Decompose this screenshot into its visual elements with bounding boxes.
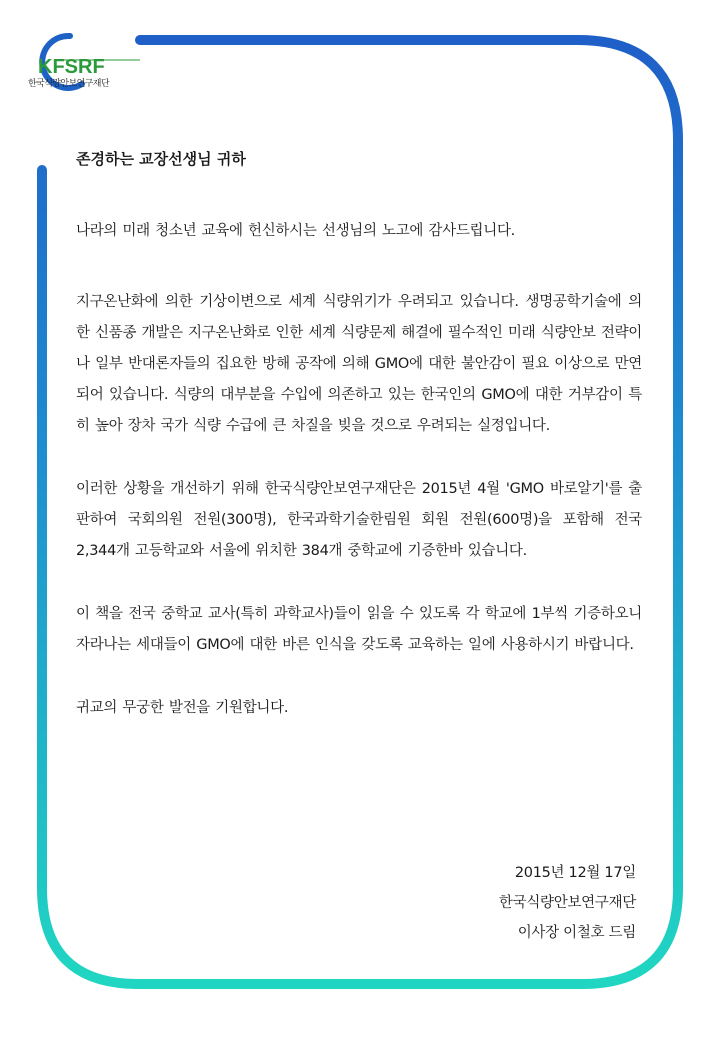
- paragraph-background: 지구온난화에 의한 기상이변으로 세계 식량위기가 우려되고 있습니다. 생명공학기술에 의한 신품종 개발은 지구온난화로 인한 세계 식량문제 해결에 필수적인 미래 식량안보 전략이나 일부 반대론자들의 집요한 방해 공작에 의해 GMO에 대한 불안감이 필요 이상으로 만연되어 있습니다. 식량의 대부분을 수입에 의존하고 있는 한국인의 GMO에 대한 거부감이 특히 높아 장차 국가 식량 수급에 큰 차질을 빚을 것으로 우려되는 실정입니다.: [76, 294, 642, 434]
- letter-date: 2015년 12월 17일: [514, 865, 636, 881]
- paragraph-greeting: 나라의 미래 청소년 교육에 헌신하시는 선생님의 노고에 감사드립니다.: [76, 223, 515, 239]
- salutation: 존경하는 교장선생님 귀하: [76, 150, 246, 168]
- logo-brand: KFSRF: [38, 56, 105, 78]
- organization-name: 한국식량안보연구재단: [498, 895, 636, 911]
- letter-body: [76, 148, 642, 764]
- logo-subtitle: 한국식량안보연구재단: [28, 79, 109, 89]
- signer-name: 이사장 이철호 드림: [517, 925, 636, 941]
- signature-block: [499, 858, 636, 948]
- paragraph-request: 이 책을 전국 중학교 교사(특히 과학교사)들이 읽을 수 있도록 각 학교에 1부씩 기증하오니 자라나는 세대들이 GMO에 대한 바른 인식을 갖도록 교육하는 일에 사용하시기 바랍니다.: [76, 606, 642, 653]
- paragraph-actions: 이러한 상황을 개선하기 위해 한국식량안보연구재단은 2015년 4월 'GMO 바로알기'를 출판하여 국회의원 전원(300명), 한국과학기술한림원 회원 전원(600명)을 포함해 전국 2,344개 고등학교와 서울에 위치한 384개 중학교에 기증한바 있습니다.: [76, 481, 642, 559]
- paragraph-closing: 귀교의 무궁한 발전을 기원합니다.: [76, 700, 289, 716]
